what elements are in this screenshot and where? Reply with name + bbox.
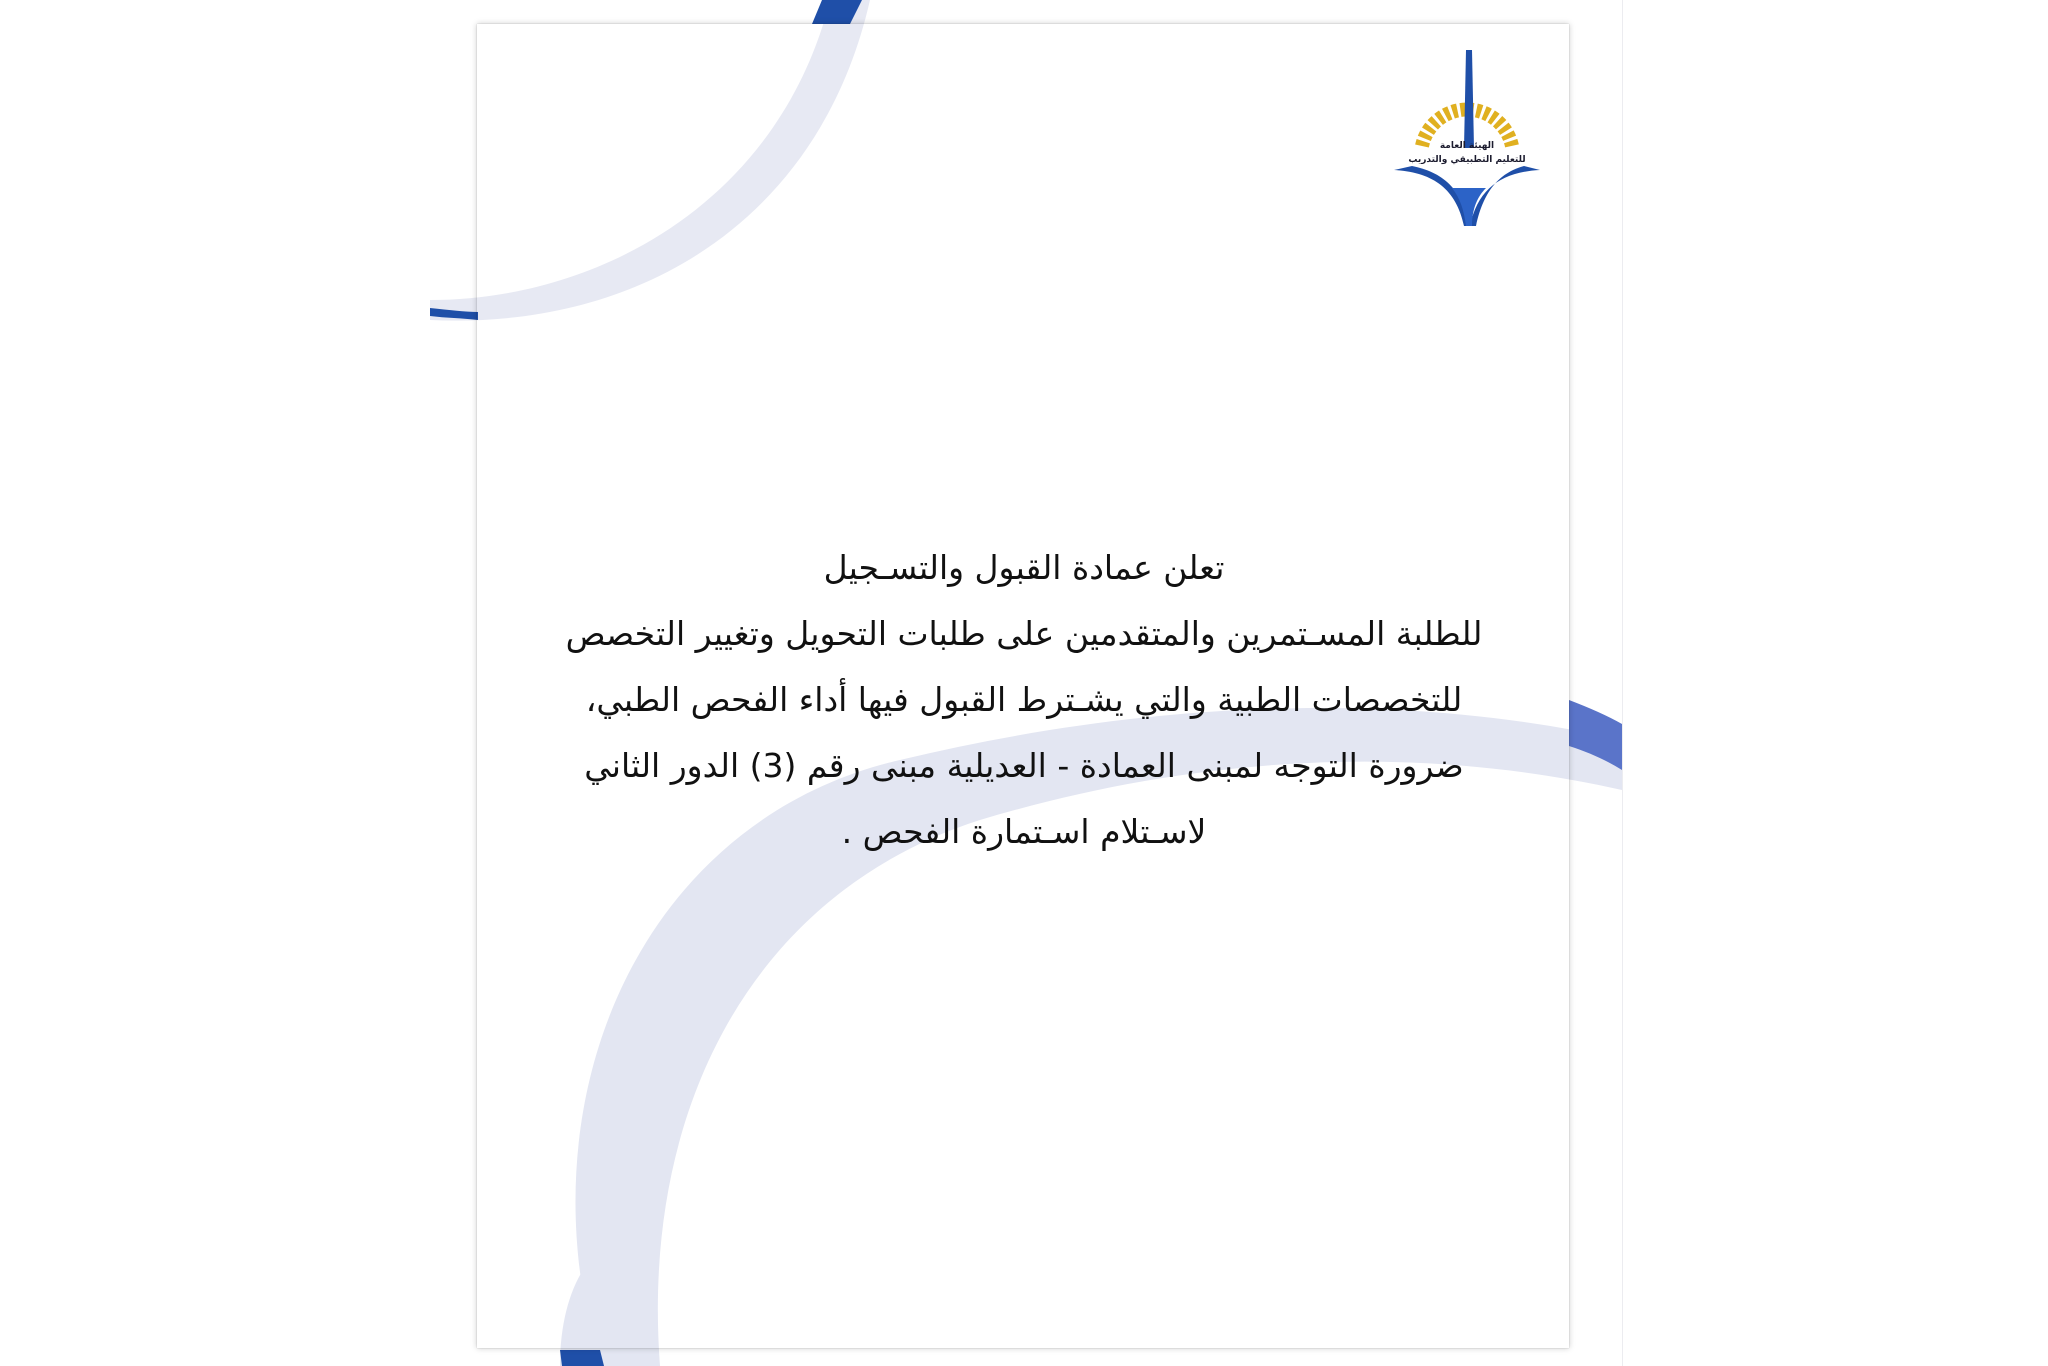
announcement-line-3: للتخصصات الطبية والتي يشـترط القبول فيها أداء الفحص الطبي، [585,680,1463,719]
announcement-line-2: للطلبة المسـتمرين والمتقدمين على طلبات التحويل وتغيير التخصص [565,614,1483,653]
announcement-line-4: ضرورة التوجه لمبنى العمادة - العديلية مبنى رقم (3) الدور الثاني [584,746,1464,785]
logo-text-line-2: للتعليم التطبيقي والتدريب [1408,155,1526,165]
tower-icon [1464,50,1474,148]
announcement-text [520,535,1528,865]
institution-logo [1392,48,1542,230]
right-divider [1622,0,1623,1366]
announcement-line-5: لاسـتلام اسـتمارة الفحص . [841,812,1207,851]
announcement-line-1: تعلن عمادة القبول والتسـجيل [823,548,1225,587]
logo-text-line-1: الهيئة العامة [1439,141,1495,151]
